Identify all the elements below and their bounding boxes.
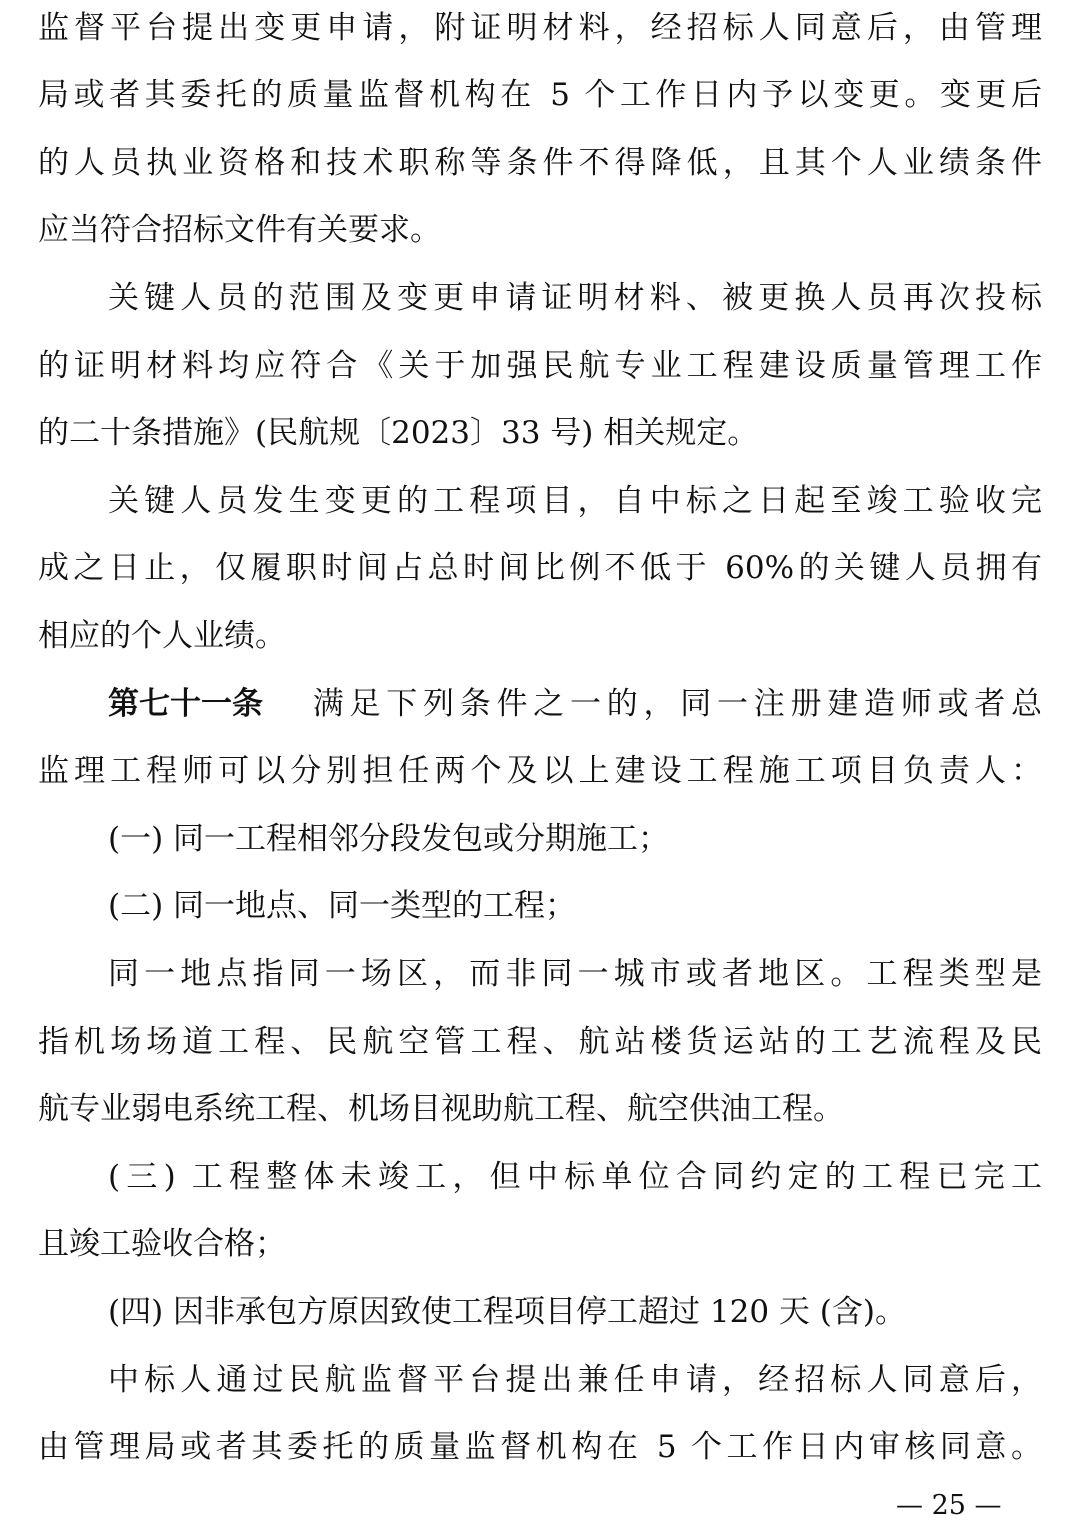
text-line: 局或者其委托的质量监督机构在 5 个工作日内予以变更。变更后 bbox=[38, 77, 1042, 113]
text-line: 同一地点指同一场区，而非同一城市或者地区。工程类型是 bbox=[108, 956, 1042, 992]
text-line: 中标人通过民航监督平台提出兼任申请，经招标人同意后， bbox=[108, 1362, 1042, 1398]
text-line: 指机场场道工程、民航空管工程、航站楼货运站的工艺流程及民 bbox=[38, 1024, 1042, 1060]
page-number: — 25 — bbox=[896, 1490, 1002, 1521]
list-item: (二) 同一地点、同一类型的工程； bbox=[108, 888, 577, 924]
text-line: 应当符合招标文件有关要求。 bbox=[38, 212, 441, 248]
article-line bbox=[108, 679, 1042, 729]
text-line: 监督平台提出变更申请，附证明材料，经招标人同意后，由管理 bbox=[38, 10, 1042, 46]
text-line: 相应的个人业绩。 bbox=[38, 618, 286, 654]
article-title: 第七十一条 bbox=[108, 686, 263, 722]
list-item: (一) 同一工程相邻分段发包或分期施工； bbox=[108, 821, 670, 857]
text-line: 关键人员的范围及变更申请证明材料、被更换人员再次投标 bbox=[108, 280, 1042, 316]
list-item: (四) 因非承包方原因致使工程项目停工超过 120 天 (含)。 bbox=[108, 1294, 906, 1330]
text-line: 的二十条措施》(民航规〔2023〕33 号) 相关规定。 bbox=[38, 415, 759, 451]
article-text: 满足下列条件之一的，同一注册建造师或者总 bbox=[307, 686, 1042, 722]
text-line: 且竣工验收合格； bbox=[38, 1226, 286, 1262]
list-item: (三) 工程整体未竣工，但中标单位合同约定的工程已完工 bbox=[108, 1159, 1042, 1195]
text-line: 航专业弱电系统工程、机场目视助航工程、航空供油工程。 bbox=[38, 1091, 844, 1127]
text-line: 的人员执业资格和技术职称等条件不得降低，且其个人业绩条件 bbox=[38, 145, 1042, 181]
text-line: 成之日止，仅履职时间占总时间比例不低于 60%的关键人员拥有 bbox=[38, 550, 1042, 586]
text-line: 关键人员发生变更的工程项目，自中标之日起至竣工验收完 bbox=[108, 483, 1042, 519]
text-line: 的证明材料均应符合《关于加强民航专业工程建设质量管理工作 bbox=[38, 348, 1042, 384]
text-line: 监理工程师可以分别担任两个及以上建设工程施工项目负责人： bbox=[38, 753, 1042, 789]
text-line: 由管理局或者其委托的质量监督机构在 5 个工作日内审核同意。 bbox=[38, 1429, 1042, 1465]
